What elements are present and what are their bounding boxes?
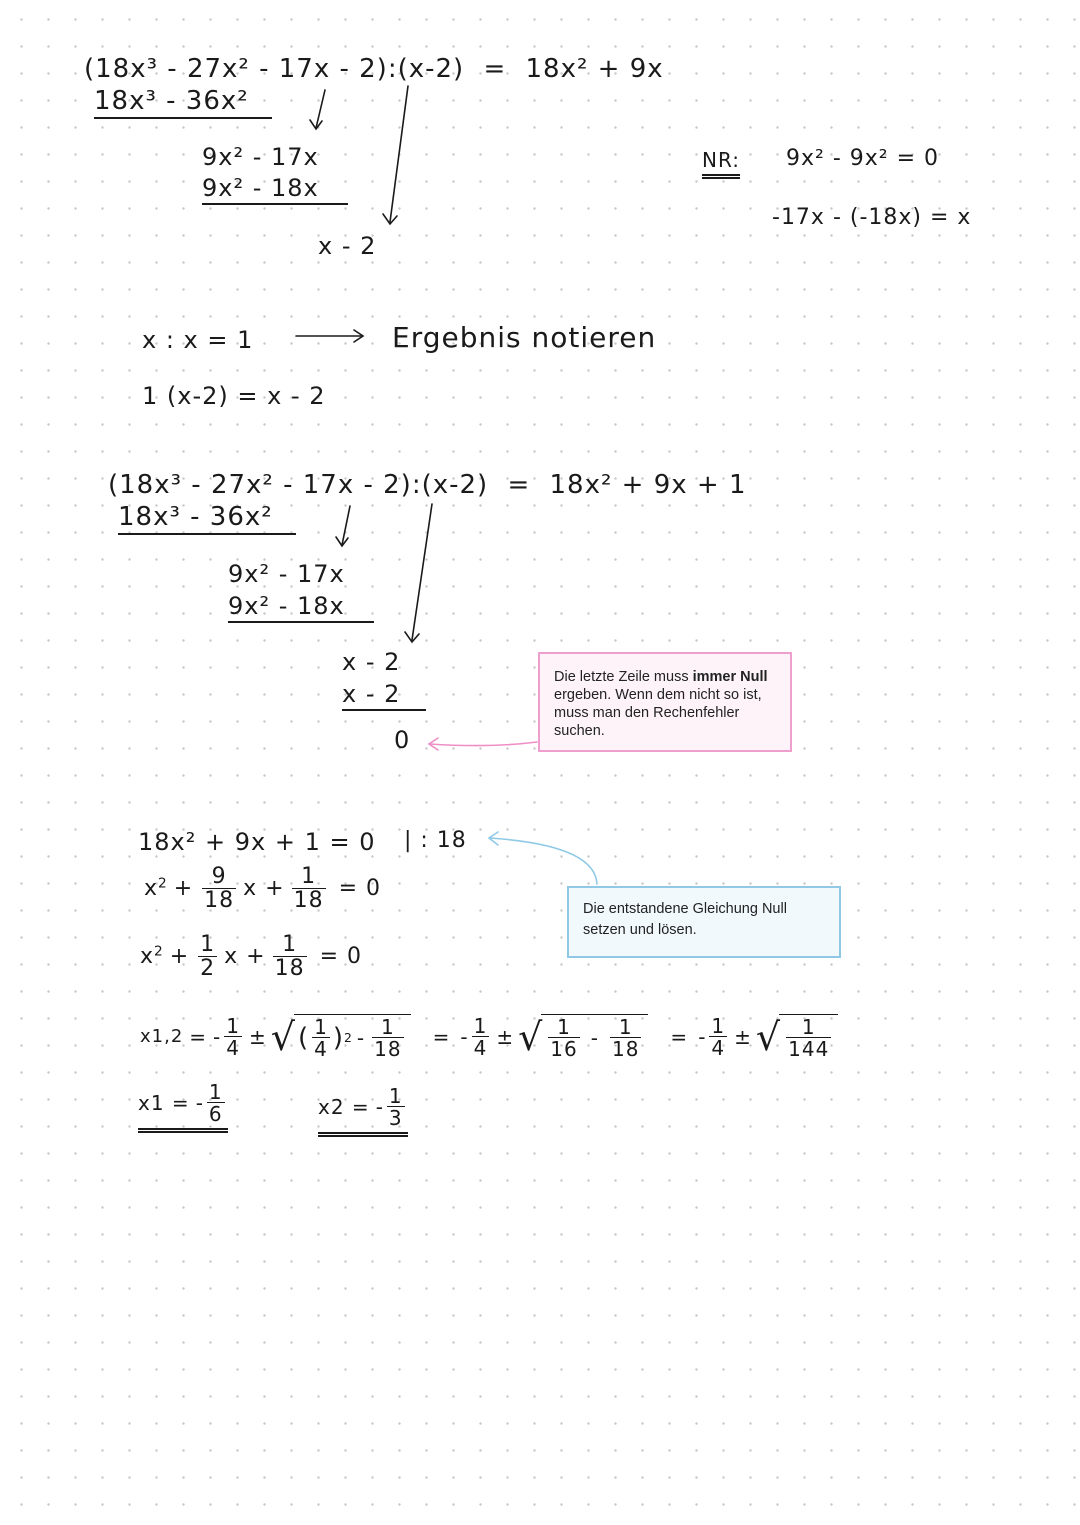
subtraction-line-1 — [94, 88, 272, 119]
note-blue-box: Die entstandene Gleichung Null setzen und lösen. — [567, 886, 841, 958]
result-x1: x1 = - $\frac{1}{6}$ — [138, 1082, 228, 1133]
ergebnis-notieren: Ergebnis notieren — [392, 321, 657, 354]
pink-arrow — [430, 742, 537, 746]
blue-arrow — [490, 838, 597, 884]
result-x2: x2 = - $\frac{1}{3}$ — [318, 1086, 408, 1137]
sub1-text: 18x³ - 36x² — [94, 88, 272, 119]
equation-2: $x^2$ + $\frac{9}{18}$ x + $\frac{1}{18}$ = 0 — [144, 864, 382, 913]
arrow-down-4-head — [405, 632, 419, 642]
note-bold: immer Null — [692, 669, 768, 685]
note-pink-box: Die letzte Zeile muss immer Null ergeben. Wenn dem nicht so ist, muss man den Rechenfehler suchen. — [538, 652, 792, 752]
arrow-down-3-head — [336, 537, 348, 546]
division-line-2: (18x³ - 27x² - 17x - 2):(x-2) = 18x² + 9x + 1 — [108, 470, 747, 500]
arrow-down-1 — [316, 90, 325, 128]
division-result: 18x² + 9x — [525, 54, 664, 84]
x-div-step: x : x = 1 — [142, 326, 254, 354]
divide-note: | : 18 — [404, 828, 467, 853]
side-calc-label: NR: — [702, 150, 740, 170]
subtraction-line-b2: 9x² - 18x — [228, 594, 374, 623]
arrow-down-4 — [412, 504, 432, 640]
arrow-down-1-head — [310, 120, 322, 129]
mult-step: 1 (x-2) = x - 2 — [142, 382, 326, 410]
arrow-right-head — [354, 330, 363, 342]
arrow-down-2-head — [383, 214, 397, 224]
division-expression: (18x³ - 27x² - 17x - 2):(x-2) — [84, 54, 465, 84]
division-line-1 — [84, 56, 664, 82]
arrow-down-3 — [342, 506, 350, 545]
division-result-2: 18x² + 9x + 1 — [549, 470, 747, 500]
subtraction-line-b1: 18x³ - 36x² — [118, 504, 296, 535]
equation-3: $x^2$ + $\frac{1}{2}$ x + $\frac{1}{18}$ = 0 — [140, 932, 363, 981]
final-remainder: 0 — [394, 726, 411, 754]
pink-arrow-head — [429, 738, 438, 750]
equation-1: 18x² + 9x + 1 = 0 — [138, 828, 376, 856]
arrow-down-2 — [390, 86, 408, 222]
remainder-line-1: 9x² - 17x — [202, 143, 319, 171]
subtraction-line-b3: x - 2 — [342, 682, 426, 711]
remainder-line-b2: x - 2 — [342, 648, 401, 676]
side-calc-line-2: -17x - (-18x) = x — [772, 205, 972, 230]
side-calc-line-1: 9x² - 9x² = 0 — [786, 146, 940, 171]
equals-sign: = — [483, 54, 507, 84]
remainder-line-2: x - 2 — [318, 232, 377, 260]
subtraction-line-2: 9x² - 18x — [202, 176, 348, 205]
remainder-line-b1: 9x² - 17x — [228, 560, 345, 588]
blue-arrow-head — [489, 832, 498, 845]
pq-formula: x1,2 = - $\frac{1}{4}$ ± √ ( $\frac{1}{4}$ ) 2 - $\frac{1}{18}$ = - $\frac{1}{4}$ ± √ $\frac{1}{16}$ - $\frac{1}{18}$ = - $\frac{1}{4}$ ± √ $\frac{1}{144}$ — [140, 1014, 838, 1059]
